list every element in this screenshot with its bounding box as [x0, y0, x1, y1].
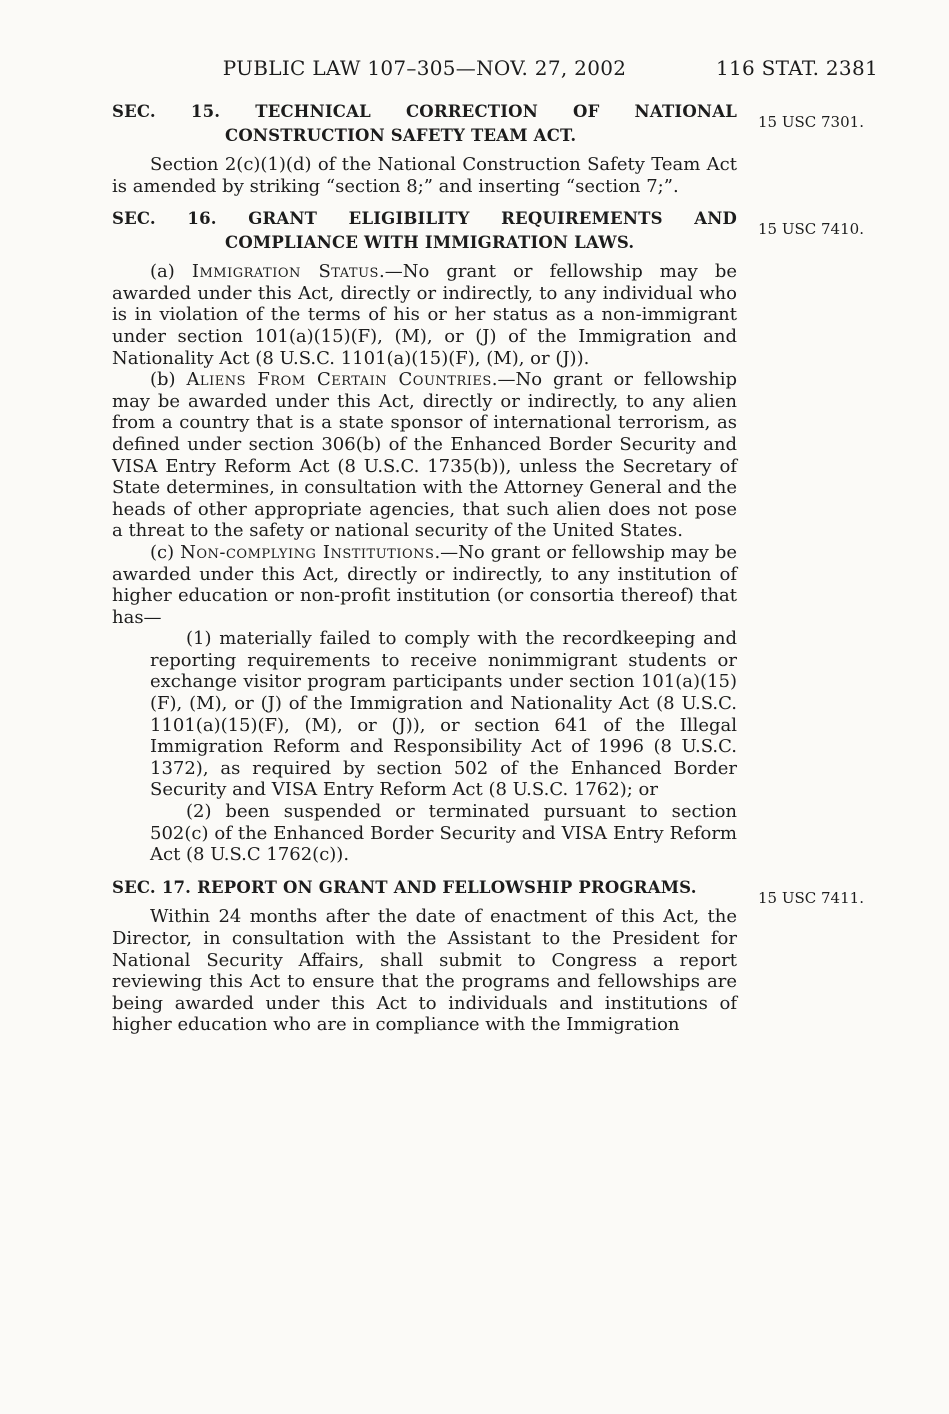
text-segment: (b)	[150, 369, 187, 391]
text-segment: (1) materially failed to comply with the recordkeeping and reporting requirements to receive nonimmigrant students or exchange visitor program participants under section 101(a)(15)(F), (M), or (J) of the Immigration and Nationality Act (8 U.S.C. 1101(a)(15)(F), (M), or (J)), or section 641 of the Illegal Immigration Reform and Responsibility Act of 1996 (8 U.S.C. 1372), as required by section 502 of the Enhanced Border Security and VISA Entry Reform Act (8 U.S.C. 1762); or	[150, 628, 737, 801]
usc-side-note-7410: 15 USC 7410.	[758, 220, 864, 239]
text-segment: .—No grant or fellowship may be awarded under this Act, directly or indirectly, to any alien from a country that is a state sponsor of international terrorism, as defined under section 306(b) of the Enhanced Border Security and VISA Entry Reform Act (8 U.S.C. 1735(b)), unless the Secretary of State determines, in consultation with the Attorney General and the heads of other appropriate agencies, that such alien does not pose a threat to the safety or national security of the United States.	[112, 369, 737, 542]
text-segment: .—No grant or fellowship may be awarded under this Act, directly or indirectly, to any institution of higher education or non-profit institution (or consortia thereof) that has—	[112, 541, 737, 628]
text-column	[112, 56, 878, 1036]
smallcaps-lead: Aliens From Certain Countries	[186, 369, 492, 391]
section-15-paragraph	[112, 154, 737, 197]
text-segment: (c)	[150, 541, 181, 563]
section-16-subparagraph-1	[150, 628, 737, 801]
text-segment: (a)	[150, 261, 192, 283]
section-16-paragraph-c	[112, 542, 737, 628]
smallcaps-lead: Non-complying Institutions	[180, 541, 435, 563]
text-segment: Section 2(c)(1)(d) of the National Construction Safety Team Act is amended by striking “section 8;” and inserting “section 7;”.	[112, 154, 737, 197]
text-segment: Within 24 months after the date of enactment of this Act, the Director, in consultation with the Assistant to the President for National Security Affairs, shall submit to Congress a report reviewing this Act to ensure that the programs and fellowships are being awarded under this Act to individuals and institutions of higher education who are in compliance with the Immigration	[112, 906, 737, 1036]
usc-side-note-7411: 15 USC 7411.	[758, 888, 864, 907]
section-15	[112, 100, 864, 197]
law-title: PUBLIC LAW 107–305—NOV. 27, 2002	[222, 56, 627, 80]
section-17	[112, 876, 864, 1036]
section-16-subparagraph-2	[150, 801, 737, 866]
section-16-paragraph-b	[112, 369, 737, 542]
section-16	[112, 207, 864, 866]
section-17-heading: SEC. 17. REPORT ON GRANT AND FELLOWSHIP PROGRAMS.	[112, 877, 697, 897]
running-header	[112, 56, 878, 82]
usc-side-note-7301: 15 USC 7301.	[758, 113, 864, 131]
statute-page-ref: 116 STAT. 2381	[715, 56, 878, 80]
text-segment: (2) been suspended or terminated pursuant to section 502(c) of the Enhanced Border Security and VISA Entry Reform Act (8 U.S.C 1762(c)).	[150, 801, 737, 866]
section-17-paragraph	[112, 906, 737, 1036]
text-segment: .—No grant or fellowship may be awarded under this Act, directly or indirectly, to any individual who is in violation of the terms of his or her status as a non-immigrant under section 101(a)(15)(F), (M), or (J) of the Immigration and Nationality Act (8 U.S.C. 1101(a)(15)(F), (M), or (J)).	[112, 261, 738, 369]
smallcaps-lead: Immigration Status	[191, 261, 379, 283]
section-16-paragraph-a	[112, 261, 737, 369]
section-15-heading: SEC. 15. TECHNICAL CORRECTION OF NATIONAL CONSTRUCTION SAFETY TEAM ACT.	[112, 102, 737, 145]
section-16-heading: SEC. 16. GRANT ELIGIBILITY REQUIREMENTS AND COMPLIANCE WITH IMMIGRATION LAWS.	[112, 209, 737, 252]
